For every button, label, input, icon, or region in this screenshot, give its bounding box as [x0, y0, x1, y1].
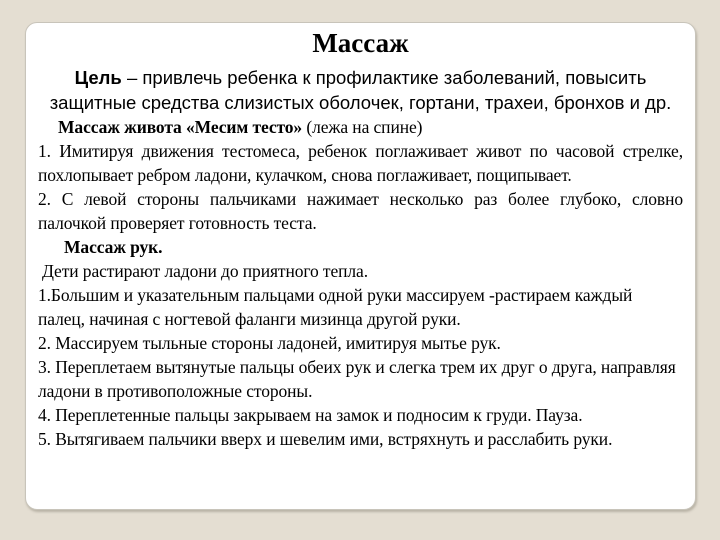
hands-intro: Дети растирают ладони до приятного тепла. [42, 261, 368, 281]
slide-content-card [25, 22, 696, 510]
goal-paragraph [38, 65, 683, 115]
belly-step-2: 2. С левой стороны пальчиками нажимает несколько раз более глубоко, словно палочкой проверяет готовность теста. [38, 189, 683, 233]
belly-step-1: 1. Имитируя движения тестомеса, ребенок поглаживает живот по часовой стрелке, похлопывает ребром ладони, кулачком, снова поглаживает, пощипывает. [38, 141, 683, 185]
hands-step-2: 2. Массируем тыльные стороны ладоней, имитируя мытье рук. [38, 333, 501, 353]
belly-section-heading [38, 115, 683, 139]
goal-text-line1: – привлечь ребенка к профилактике заболеваний, повысить [121, 67, 647, 88]
goal-text-line2: защитные средства слизистых оболочек, гортани, трахеи, бронхов и др. [49, 92, 672, 113]
hands-section-heading: Массаж рук. [64, 237, 163, 257]
goal-label: Цель [74, 67, 122, 88]
hands-step-3: 3. Переплетаем вытянутые пальцы обеих рук и слегка трем их друг о друга, направляя ладони в противоположные стороны. [38, 357, 676, 401]
belly-heading-rest: (лежа на спине) [302, 117, 423, 137]
belly-heading-bold: Массаж живота «Месим тесто» [58, 117, 303, 137]
hands-step-5: 5. Вытягиваем пальчики вверх и шевелим ими, встряхнуть и расслабить руки. [38, 429, 613, 449]
slide-title: Массаж [312, 28, 409, 58]
hands-step-4: 4. Переплетенные пальцы закрываем на замок и подносим к груди. Пауза. [38, 405, 583, 425]
hands-step-1: 1.Большим и указательным пальцами одной руки массируем -растираем каждый палец, начиная с ногтевой фаланги мизинца другой руки. [38, 285, 633, 329]
